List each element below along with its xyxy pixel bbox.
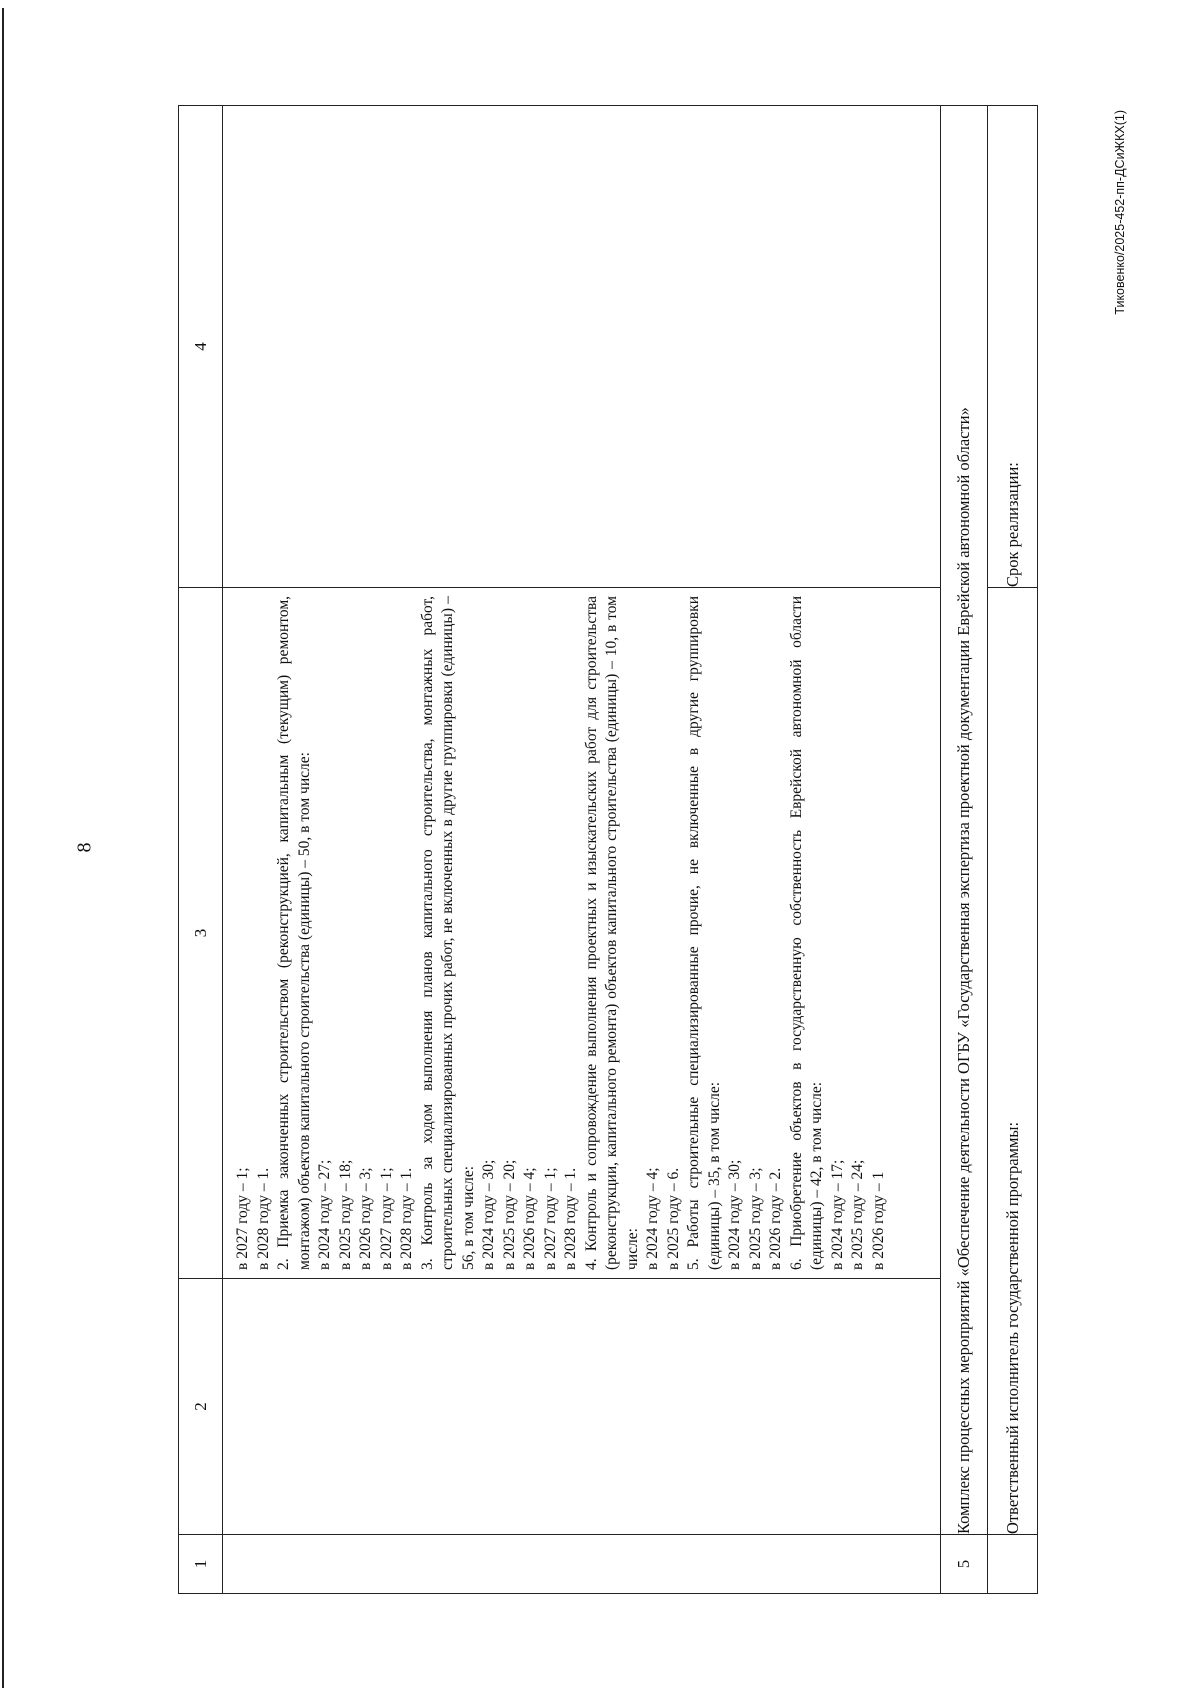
text-line: в 2026 году – 2.	[767, 1167, 784, 1270]
cell-col-4	[223, 106, 941, 588]
header-col-4: 4	[179, 106, 223, 588]
responsible-label: Ответственный исполнитель государственной программы:	[988, 588, 1038, 1535]
text-line: в 2028 году – 1.	[562, 1167, 579, 1270]
text-line: в 2025 году – 20;	[500, 1159, 518, 1270]
text-line: в 2027 году – 1;	[541, 1167, 559, 1270]
header-col-1: 1	[179, 1535, 223, 1594]
header-col-3: 3	[179, 588, 223, 1279]
section-row	[941, 106, 988, 1594]
text-line: в 2024 году – 27;	[316, 1159, 333, 1270]
section-number: 5	[941, 1535, 988, 1594]
text-line: в 2024 году – 17;	[828, 1159, 846, 1270]
text-line: в 2026 году – 4;	[521, 1167, 538, 1270]
indicators-text	[223, 588, 897, 1278]
cell-col-3	[223, 588, 941, 1279]
text-line: в 2027 году – 1;	[234, 1167, 251, 1270]
cell-col-1	[223, 1535, 941, 1594]
term-label: Срок реализации:	[988, 106, 1038, 588]
text-line: 3. Контроль за ходом выполнения планов капитального строительства, монтажных работ, строительных специализированных прочих работ, не включенных в другие группировки (единицы) – 56, в том числе:	[418, 596, 477, 1270]
text-line: в 2028 году – 1.	[398, 1167, 415, 1270]
text-line: 4. Контроль и сопровождение выполнения проектных и изыскательских работ для строительства (реконструкции, капитального ремонта) объектов капитального строительства (единицы) – 10, в том числе:	[582, 596, 641, 1270]
content-row	[223, 106, 941, 1594]
text-line: в 2026 году – 1	[869, 1171, 887, 1270]
text-line: в 2026 году – 3;	[357, 1167, 374, 1270]
program-table	[178, 105, 1038, 1594]
text-line: в 2024 году – 30;	[480, 1159, 497, 1270]
text-line: 6. Приобретение объектов в государственную собственность Еврейской автономной области (единицы) – 42, в том числе:	[787, 596, 825, 1270]
text-line: в 2024 году – 30;	[726, 1159, 743, 1270]
header-col-2: 2	[179, 1279, 223, 1535]
text-line: в 2025 году – 6.	[664, 1167, 682, 1270]
header-row	[179, 106, 223, 1594]
page-number: 8	[73, 842, 96, 853]
text-line: в 2028 году – 1.	[254, 1167, 272, 1270]
text-line: в 2025 году – 18;	[336, 1159, 354, 1270]
text-line: в 2025 году – 24;	[849, 1159, 866, 1270]
text-line: 2. Приемка законченных строительством (реконструкцией, капитальным (текущим) ремонтом, монтажом) объектов капитального строительства (единицы) – 50, в том числе:	[275, 596, 313, 1270]
rotated-page-content	[178, 110, 1127, 1594]
text-line: в 2024 году – 4;	[644, 1167, 661, 1270]
text-line: в 2025 году – 3;	[746, 1167, 764, 1270]
cell-col-2	[223, 1279, 941, 1535]
responsible-row	[988, 106, 1038, 1594]
text-line: в 2027 году – 1;	[377, 1167, 395, 1270]
text-line: 5. Работы строительные специализированные прочие, не включенные в другие группировки (единицы) – 35, в том числе:	[685, 596, 723, 1270]
page-edge-line	[2, 8, 4, 1688]
section-title: Комплекс процессных мероприятий «Обеспечение деятельности ОГБУ «Государственная экспертиза проектной документации Еврейской автономной области»	[941, 106, 988, 1535]
footer-code: Тиковенко/2025-452-пп-ДСиЖКХ(1)	[1113, 110, 1127, 315]
responsible-empty-cell	[988, 1535, 1038, 1594]
